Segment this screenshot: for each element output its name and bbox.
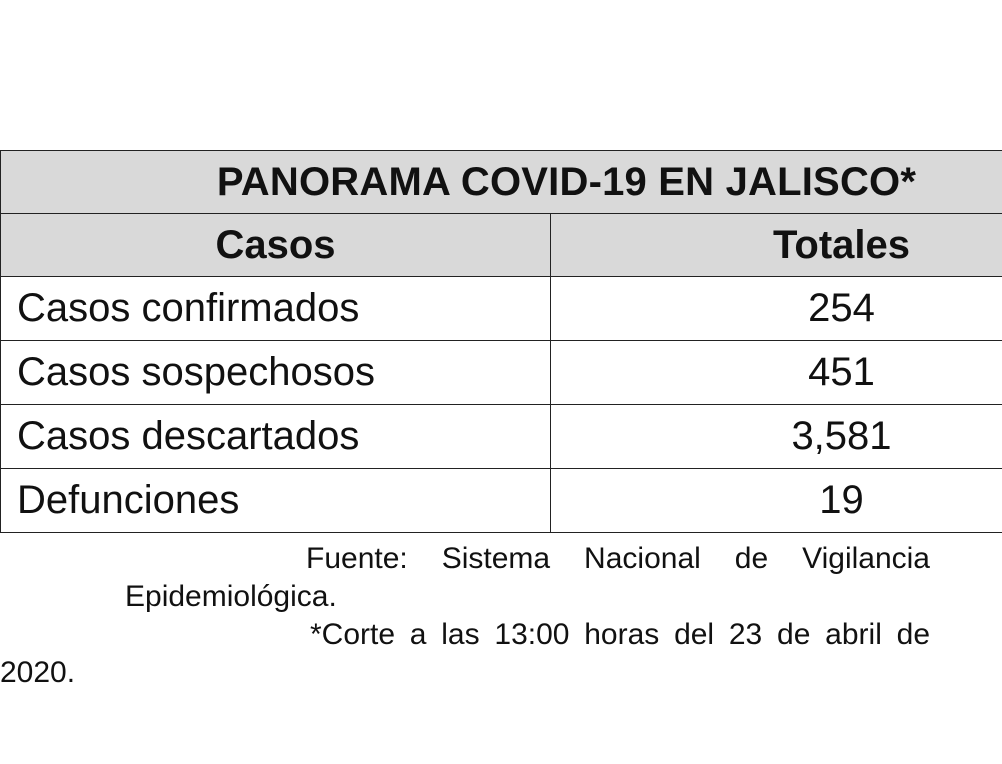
row-value-descartados: 3,581 (551, 405, 1002, 469)
cutoff-line-1: *Corte a las 13:00 horas del 23 de abril de (310, 618, 930, 651)
table-title: PANORAMA COVID-19 EN JALISCO* (1, 151, 1002, 214)
row-label-descartados: Casos descartados (1, 405, 551, 469)
header-totales: Totales (551, 214, 1002, 277)
row-label-confirmados: Casos confirmados (1, 277, 551, 341)
cutoff-line-2: 2020. (0, 656, 76, 689)
row-label-defunciones: Defunciones (1, 469, 551, 533)
covid-summary-table-container (0, 150, 1002, 533)
table-header-row (1, 214, 1002, 277)
table-row (1, 277, 1002, 341)
source-line-1: Fuente: Sistema Nacional de Vigilancia (306, 542, 930, 575)
row-value-defunciones: 19 (551, 469, 1002, 533)
header-casos: Casos (1, 214, 551, 277)
row-value-confirmados: 254 (551, 277, 1002, 341)
covid-summary-table (0, 150, 1002, 533)
source-notes (0, 540, 930, 692)
table-row (1, 341, 1002, 405)
row-value-sospechosos: 451 (551, 341, 1002, 405)
source-line-2: Epidemiológica. (125, 580, 337, 613)
table-row (1, 469, 1002, 533)
table-row (1, 405, 1002, 469)
row-label-sospechosos: Casos sospechosos (1, 341, 551, 405)
table-title-row (1, 151, 1002, 214)
